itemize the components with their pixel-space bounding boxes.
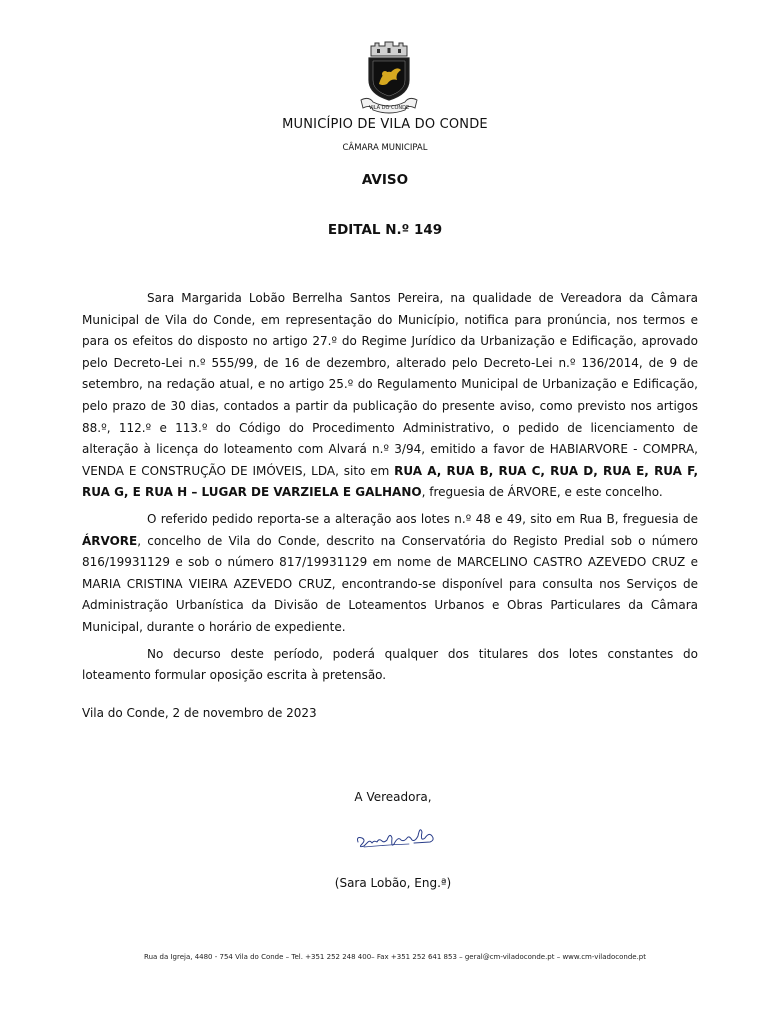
- paragraph-1: Sara Margarida Lobão Berrelha Santos Pereira, na qualidade de Vereadora da Câmara Municipal de Vila do Conde, em representação do Município, notifica para pronúncia, nos termos e para os efeitos do disposto no artigo 27.º do Regime Jurídico da Urbanização e Edificação, aprovado pelo Decreto-Lei n.º 555/99, de 16 de dezembro, alterado pelo Decreto-Lei n.º 136/2014, de 9 de setembro, na redação atual, e no artigo 25.º do Regulamento Municipal de Urbanização e Edificação, pelo prazo de 30 dias, contados a partir da publicação do presente aviso, como previsto nos artigos 88.º, 112.º e 113.º do Código do Procedimento Administrativo, o pedido de licenciamento de alteração à licença do loteamento com Alvará n.º 3/94, emitido a favor de HABIARVORE - COMPRA, VENDA E CONSTRUÇÃO DE IMÓVEIS, LDA, sito em RUA A, RUA B, RUA C, RUA D, RUA E, RUA F, RUA G, E RUA H – LUGAR DE VARZIELA E GALHANO, freguesia de ÁRVORE, e este concelho.: [82, 291, 698, 500]
- svg-text:VILA DO CONDE: VILA DO CONDE: [368, 105, 410, 111]
- edital-number: EDITAL N.º 149: [327, 222, 443, 238]
- paragraph-2: O referido pedido reporta-se a alteração aos lotes n.º 48 e 49, sito em Rua B, freguesia de ÁRVORE, concelho de Vila do Conde, descrito na Conservatória do Registo Predial sob o número 816/19931129 e sob o número 817/19931129 em nome de MARCELINO CASTRO AZEVEDO CRUZ e MARIA CRISTINA VIEIRA AZEVEDO CRUZ, encontrando-se disponível para consulta nos Serviços de Administração Urbanística da Divisão de Loteamentos Urbanos e Obras Particulares da Câmara Municipal, durante o horário de expediente.: [82, 511, 698, 634]
- document-title: AVISO: [361, 172, 409, 188]
- document-body: [82, 288, 698, 687]
- date-line: Vila do Conde, 2 de novembro de 2023: [82, 706, 317, 720]
- municipal-crest-logo: [355, 40, 423, 114]
- footer-contact: Rua da Igreja, 4480 - 754 Vila do Conde – Tel. +351 252 248 400– Fax +351 252 641 853 – geral@cm-viladoconde.pt – www.cm-viladoconde.pt: [144, 953, 646, 961]
- council-name: CÂMARA MUNICIPAL: [342, 143, 428, 153]
- paragraph-3: No decurso deste período, poderá qualquer dos titulares dos lotes constantes do loteamento formular oposição escrita à pretensão.: [82, 646, 698, 683]
- signatory-role: A Vereadora,: [354, 790, 432, 804]
- handwritten-signature: [354, 818, 440, 856]
- signatory-name: (Sara Lobão, Eng.ª): [334, 876, 452, 890]
- municipality-name: MUNICÍPIO DE VILA DO CONDE: [282, 117, 488, 132]
